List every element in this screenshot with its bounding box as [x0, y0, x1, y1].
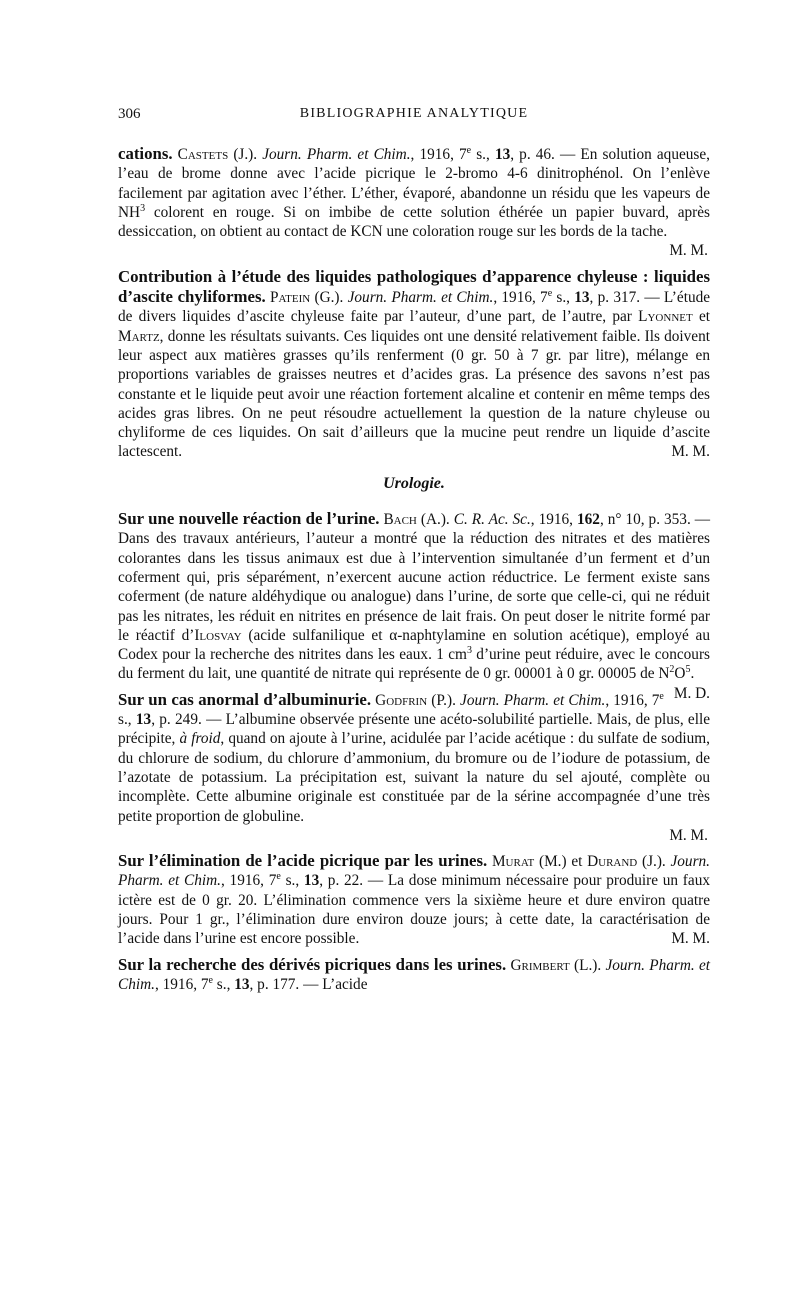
entry-grimbert: [118, 955, 710, 995]
entry-paragraph: [118, 851, 710, 948]
journal-name: Journ. Pharm. et Chim.: [118, 956, 711, 993]
abstract-text: , p. 22. — La dose minimum nécessaire pour produire un faux ictère est de 0 gr. 20. L’élimination commence vers la sixième heure et dure environ quatre jours. Pour 1 gr., l’élimination dure environ douze jours; à cette date, la caractérisation de l’acide dans l’urine est encore possible.: [118, 872, 710, 948]
author-name: Grimbert: [510, 956, 570, 974]
abstract-text: , n° 10, p. 353. — Dans des travaux antérieurs, l’auteur a montré que la réduction des nitrates et des matières colorantes dans les tissus animaux est due à l’intervention simultanée d’un ferment et d’un coferment qui, pris séparément, n’exercent aucune action réductrice. Le ferment existe sans coferment (de nature aldéhydique ou analogue) dans l’urine, de sorte que celle-ci, qui ne réduit pas les nitrates, les réduit en nitrites en présence de lait frais. On peut doser le nitrite formé par le réactif d’: [118, 511, 711, 644]
citation-text: , 1916, 7: [220, 872, 277, 890]
entry-godfrin: [118, 690, 710, 845]
entry-patein: [118, 267, 710, 462]
signature: M. D.: [673, 684, 710, 702]
citation-text: s.,: [212, 975, 235, 993]
superscript: e: [547, 287, 553, 299]
superscript: e: [276, 871, 281, 883]
abstract-text: .: [690, 665, 695, 683]
cited-author: Ilosvay: [194, 626, 242, 644]
text-body: [118, 144, 710, 1000]
abstract-text: , p. 317. — L’étude de divers liquides d’ascite chyleuse faite par l’auteur, d’une part, de l’autre, par: [118, 289, 711, 326]
entry-title: Contribution à l’étude des liquides pathologiques d’apparence chyleuse : liquides d’ascite chyliformes.: [118, 266, 710, 307]
volume-number: 162: [576, 511, 600, 529]
author-initials: (L.).: [574, 956, 602, 974]
superscript: e: [208, 974, 213, 986]
volume-number: 13: [135, 711, 152, 729]
signature: M. M.: [671, 443, 710, 461]
author-name: Durand: [587, 853, 638, 871]
superscript: 3: [466, 645, 472, 657]
author-initials: (P.).: [431, 691, 456, 709]
entry-title: Sur une nouvelle réaction de l’urine.: [118, 509, 380, 529]
entry-murat-durand: [118, 851, 710, 948]
citation-text: , 1916, 7: [410, 146, 467, 163]
section-heading: Urologie.: [383, 474, 445, 492]
signature: M. M.: [671, 930, 710, 948]
volume-number: 13: [574, 289, 590, 307]
cited-author: Martz: [118, 327, 160, 345]
citation-text: , 1916, 7: [605, 691, 660, 709]
entry-castets: [118, 144, 710, 261]
italic-phrase: à froid: [179, 730, 221, 748]
author-initials: (M.): [538, 853, 567, 871]
abstract-text: O: [674, 665, 686, 683]
citation-text: s.,: [471, 146, 495, 163]
cited-author: Lyonnet: [638, 308, 693, 326]
author-name: Patein: [269, 289, 311, 307]
abstract-text: (acide sulfanilique et α-naphtylamine en solution acétique), employé au Codex pour la recherche des nitrites dans les eaux. 1 cm: [118, 626, 710, 664]
citation-text: s.,: [118, 711, 136, 729]
citation-text: et: [566, 853, 588, 871]
citation-text: , 1916, 7: [493, 289, 548, 307]
entry-title: cations.: [118, 144, 173, 163]
volume-number: 13: [494, 146, 511, 163]
citation-text: , 1916,: [530, 511, 577, 529]
entry-paragraph: [118, 267, 710, 462]
author-initials: (J.).: [233, 146, 258, 163]
running-header: [118, 106, 710, 126]
journal-name: Journ. Pharm. et Chim.: [347, 289, 494, 307]
author-name: Murat: [491, 853, 535, 871]
entry-paragraph: [118, 690, 710, 826]
volume-number: 13: [234, 975, 250, 993]
journal-name: Journ. Pharm. et Chim.: [262, 146, 411, 163]
signature: M. M.: [669, 242, 708, 260]
author-initials: (J.).: [641, 853, 666, 871]
citation-text: , 1916, 7: [154, 975, 209, 993]
entry-title: Sur l’élimination de l’acide picrique par les urines.: [118, 851, 488, 871]
superscript: e: [466, 144, 472, 156]
author-name: Bach: [383, 511, 417, 529]
entry-paragraph: [118, 955, 710, 995]
running-title: BIBLIOGRAPHIE ANALYTIQUE: [299, 106, 529, 121]
entry-title: Sur un cas anormal d’albuminurie.: [118, 689, 372, 709]
entry-title: Sur la recherche des dérivés picriques dans les urines.: [118, 954, 507, 974]
abstract-text: , p. 46. — En solution aqueuse, l’eau de brome donne avec l’acide picrique le 2-bromo 4-6 dinitrophénol. On l’enlève facilement par agitation avec l’éther. L’éther, évaporé, abandonne un résidu que les vapeurs de NH: [118, 146, 710, 221]
entry-paragraph: [118, 144, 710, 241]
abstract-text: , quand on ajoute à l’urine, acidulée par l’acide acétique : du sulfate de sodium, du chlorure de sodium, du chlorure d’ammonium, du bromure ou de l’iodure de potassium, de l’azotate de potassium. La précipitation est, suivant la nature du sel ajouté, complète ou incomplète. Cette albumine originale est constituée par de la sérine accompagnée d’une très petite proportion de globuline.: [118, 730, 710, 825]
journal-name: C. R. Ac. Sc.: [453, 511, 531, 529]
journal-name: Journ. Pharm. et Chim.: [460, 691, 606, 709]
signature: M. M.: [669, 826, 708, 844]
volume-number: 13: [303, 872, 320, 890]
page-number: 306: [118, 106, 141, 122]
author-initials: (A.).: [420, 511, 450, 529]
abstract-text: d’urine peut réduire, avec le concours du ferment du lait, une quantité de nitrate qui représente de 0 gr. 00001 à 0 gr. 00005 de N: [118, 646, 710, 683]
superscript: e: [659, 690, 664, 702]
superscript: 2: [669, 664, 675, 676]
abstract-text: et: [692, 308, 710, 326]
author-initials: (G.).: [314, 289, 344, 307]
citation-text: s.,: [552, 289, 575, 307]
author-name: Godfrin: [375, 691, 428, 709]
abstract-text: , p. 177. — L’acide: [249, 975, 368, 993]
superscript: 5: [685, 664, 691, 676]
abstract-text: , donne les résultats suivants. Ces liquides ont une densité relativement faible. Ils doivent leur aspect aux matières grasses qu’ils renferment (0 gr. 50 à 7 gr. par litre), mélange en proportions variables de graisses neutres et d’acides gras. La présence des savons n’est pas constante et le liquide peut avoir une réaction fortement alcaline et contenir en même temps des acides gras libres. On ne peut résoudre actuellement la question de la nature chyleuse ou chyliforme de ces liquides. On sait d’ailleurs que la mucine peut rendre un liquide d’ascite lactescent.: [118, 327, 710, 461]
journal-name: Journ. Pharm. et Chim.: [118, 853, 710, 890]
superscript: 3: [140, 202, 146, 214]
abstract-text: , p. 249. — L’albumine observée présente une acéto-solubilité partielle. Mais, de plus, elle précipite,: [118, 711, 710, 748]
abstract-text: colorent en rouge. Si on imbibe de cette solution éthérée un papier buvard, après dessiccation, on obtient au contact de KCN une coloration rouge sur les bords de la tache.: [118, 203, 710, 241]
citation-text: s.,: [280, 872, 304, 890]
author-name: Castets: [177, 146, 229, 163]
